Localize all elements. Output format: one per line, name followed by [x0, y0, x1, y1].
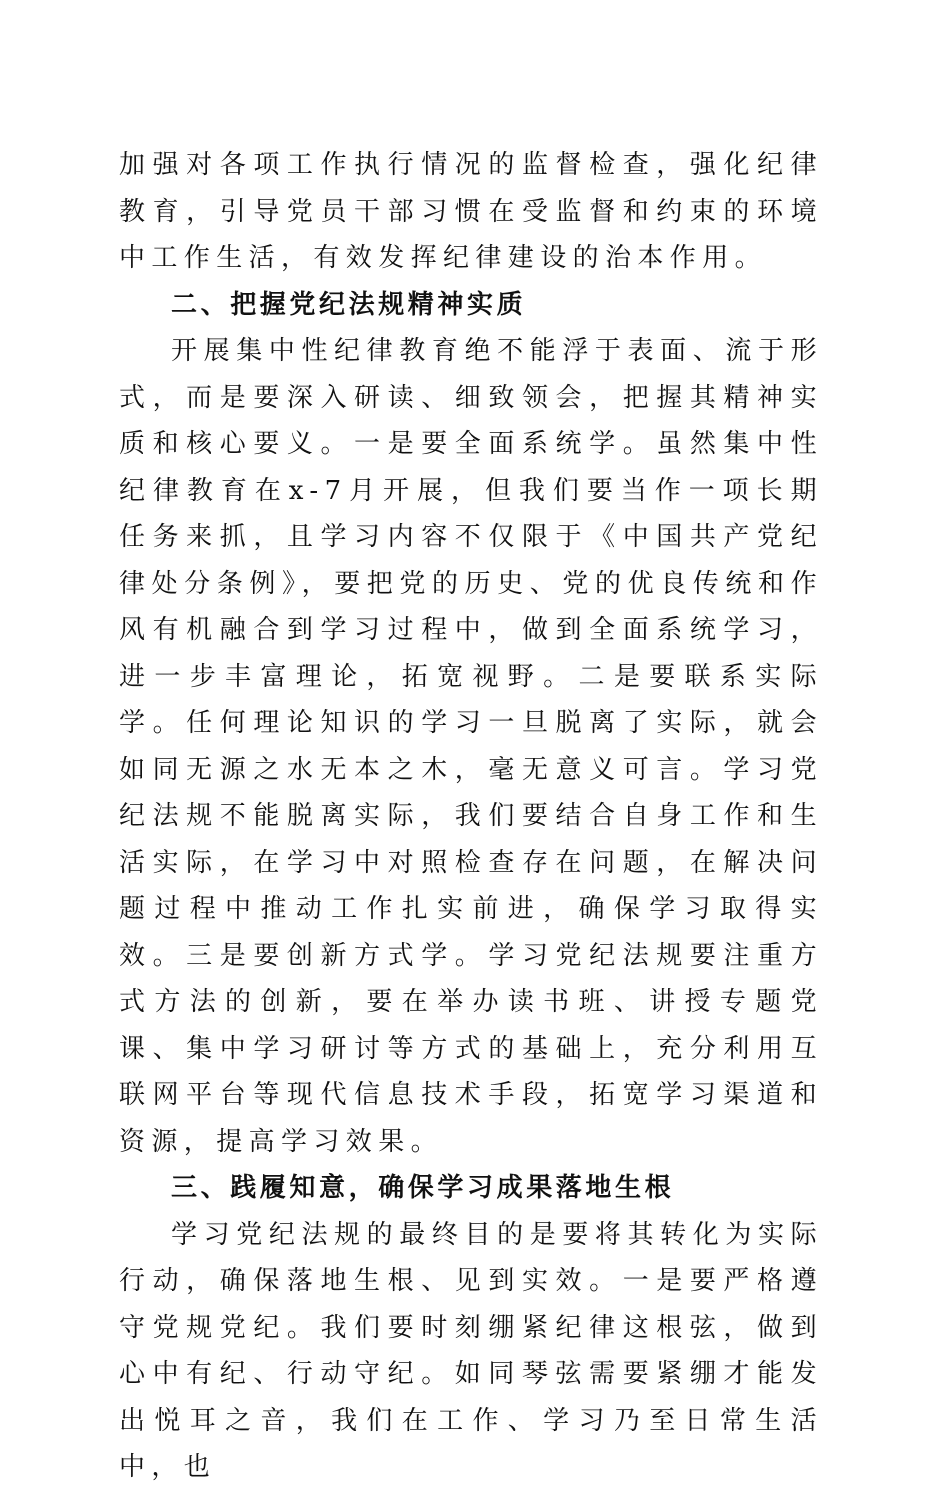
section-heading-2: 二、把握党纪法规精神实质 [171, 289, 527, 320]
paragraph-section-3: 学习党纪法规的最终目的是要将其转化为实际行动，确保落地生根、见到实效。一是要严格遵守党规党纪。我们要时刻绷紧纪律这根弦，做到心中有纪、行动守纪。如同琴弦需要紧绷才能发出悦耳之音，我们在工作、学习乃至日常生活中，也 [119, 1219, 823, 1482]
paragraph-section-2: 开展集中性纪律教育绝不能浮于表面、流于形式，而是要深入研读、细致领会，把握其精神实质和核心要义。一是要全面系统学。虽然集中性纪律教育在x-7月开展，但我们要当作一项长期任务来抓，且学习内容不仅限于《中国共产党纪律处分条例》，要把党的历史、党的优良传统和作风有机融合到学习过程中，做到全面系统学习，进一步丰富理论，拓宽视野。二是要联系实际学。任何理论知识的学习一旦脱离了实际，就会如同无源之水无本之木，毫无意义可言。学习党纪法规不能脱离实际，我们要结合自身工作和生活实际，在学习中对照检查存在问题，在解决问题过程中推动工作扎实前进，确保学习取得实效。三是要创新方式学。学习党纪法规要注重方式方法的创新，要在举办读书班、讲授专题党课、集中学习研讨等方式的基础上，充分利用互联网平台等现代信息技术手段，拓宽学习渠道和资源，提高学习效果。 [119, 336, 823, 1157]
section-heading-3: 三、践履知意，确保学习成果落地生根 [171, 1173, 675, 1203]
paragraph-continued: 加强对各项工作执行情况的监督检查，强化纪律教育，引导党员干部习惯在受监督和约束的环境中工作生活，有效发挥纪律建设的治本作用。 [119, 150, 823, 273]
document-body [119, 142, 823, 1491]
